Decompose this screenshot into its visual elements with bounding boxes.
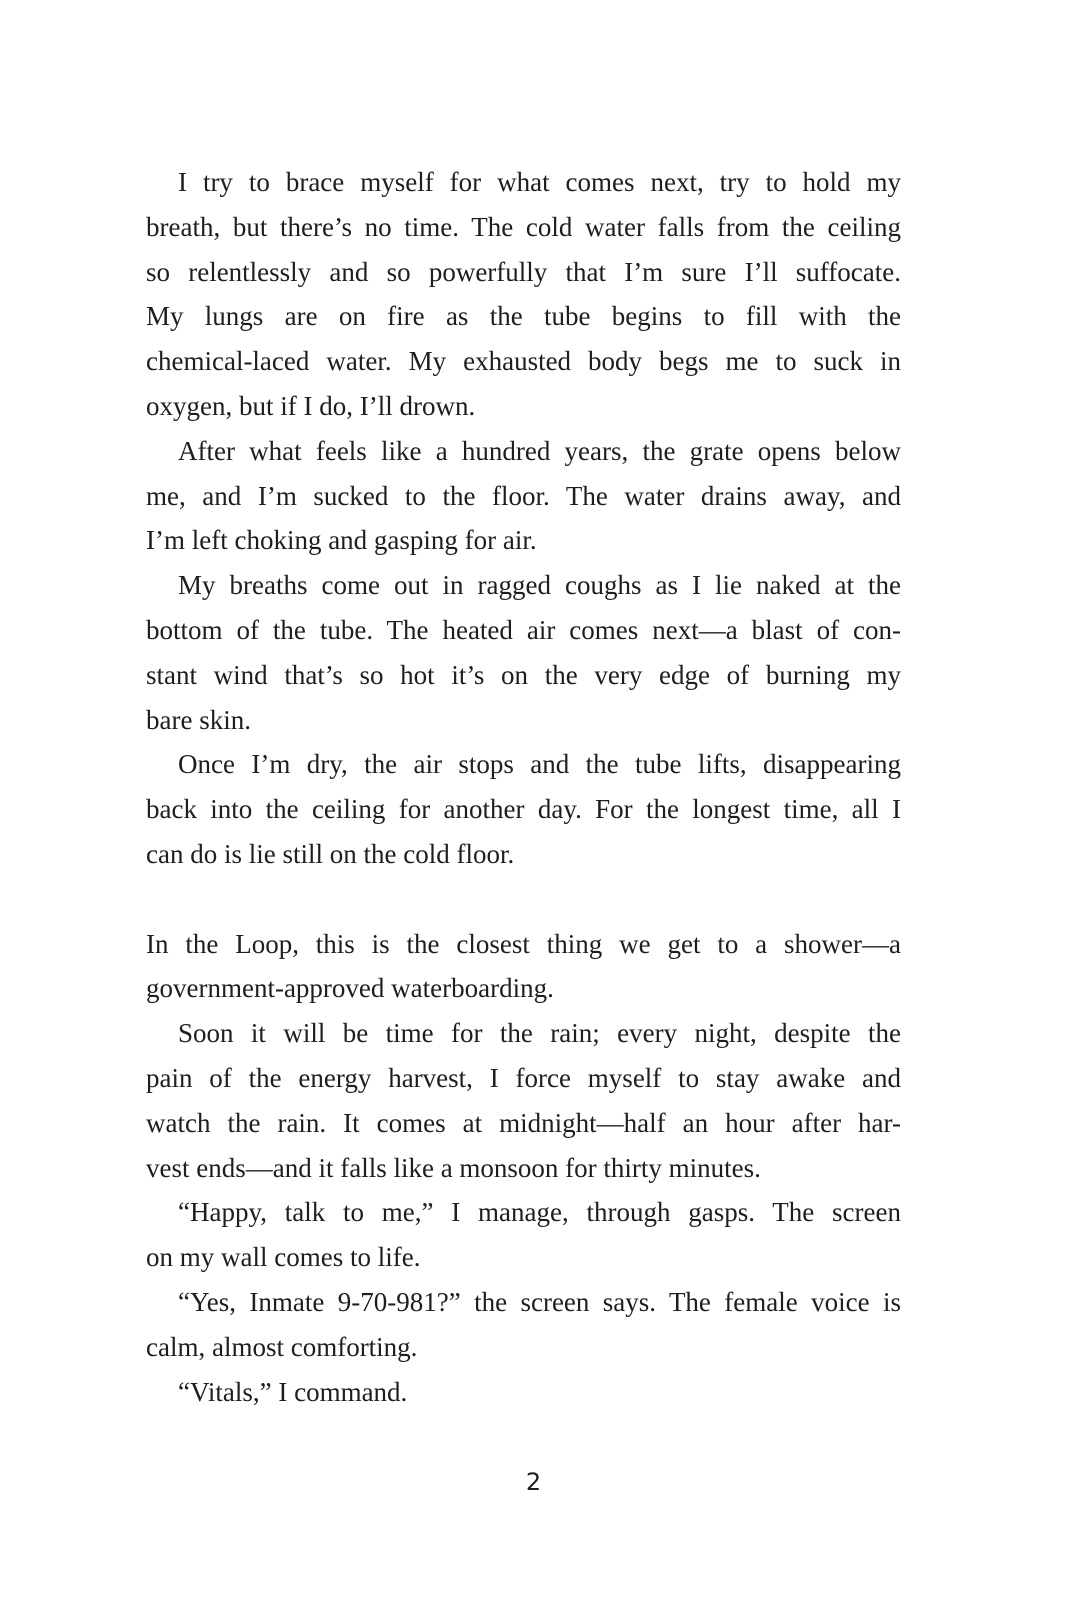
page-number: 2 [525,1468,542,1496]
paragraph [146,1011,901,1190]
text-line: Once I’m dry, the air stops and the tube lifts, disappearing [178,749,901,780]
text-line: “Happy, talk to me,” I manage, through gasps. The screen [178,1197,901,1228]
paragraph [146,563,901,742]
text-line: calm, almost comforting. [146,1331,418,1362]
text-line: me, and I’m sucked to the floor. The water drains away, and [146,480,901,511]
text-line: I’m left choking and gasping for air. [146,525,537,556]
text-line: stant wind that’s so hot it’s on the very edge of burning my [146,659,901,690]
text-line: “Vitals,” I command. [178,1376,408,1407]
text-line: so relentlessly and so powerfully that I’m sure I’ll suffocate. [146,256,901,287]
text-line: breath, but there’s no time. The cold water falls from the ceiling [146,211,901,242]
text-line: My lungs are on fire as the tube begins to fill with the [146,301,901,332]
text-line: “Yes, Inmate 9-70-981?” the screen says. The female voice is [178,1286,901,1317]
text-line: on my wall comes to life. [146,1242,421,1273]
text-line: vest ends—and it falls like a monsoon for thirty minutes. [146,1152,761,1183]
text-line: chemical-laced water. My exhausted body begs me to suck in [146,346,901,377]
text-line: pain of the energy harvest, I force myself to stay awake and [146,1062,901,1093]
text-line: can do is lie still on the cold floor. [146,838,515,869]
body-text [146,160,901,1414]
text-line: bottom of the tube. The heated air comes next—a blast of con- [146,614,901,645]
text-line: bare skin. [146,704,251,735]
paragraph [146,160,901,429]
paragraph [146,1190,901,1280]
text-line: back into the ceiling for another day. For the longest time, all I [146,794,901,825]
paragraph [146,1370,901,1415]
section-break [146,877,901,922]
text-line: oxygen, but if I do, I’ll drown. [146,390,476,421]
paragraph [146,1280,901,1370]
text-line: Soon it will be time for the rain; every night, despite the [178,1018,901,1049]
text-line: In the Loop, this is the closest thing we get to a shower—a [146,928,901,959]
text-line: After what feels like a hundred years, the grate opens below [178,435,901,466]
text-line: My breaths come out in ragged coughs as I lie naked at the [178,570,901,601]
paragraph [146,429,901,563]
text-line: watch the rain. It comes at midnight—half an hour after har- [146,1107,901,1138]
text-line: government-approved waterboarding. [146,973,554,1004]
paragraph [146,922,901,1012]
text-line: I try to brace myself for what comes next, try to hold my [178,167,901,197]
paragraph [146,742,901,876]
